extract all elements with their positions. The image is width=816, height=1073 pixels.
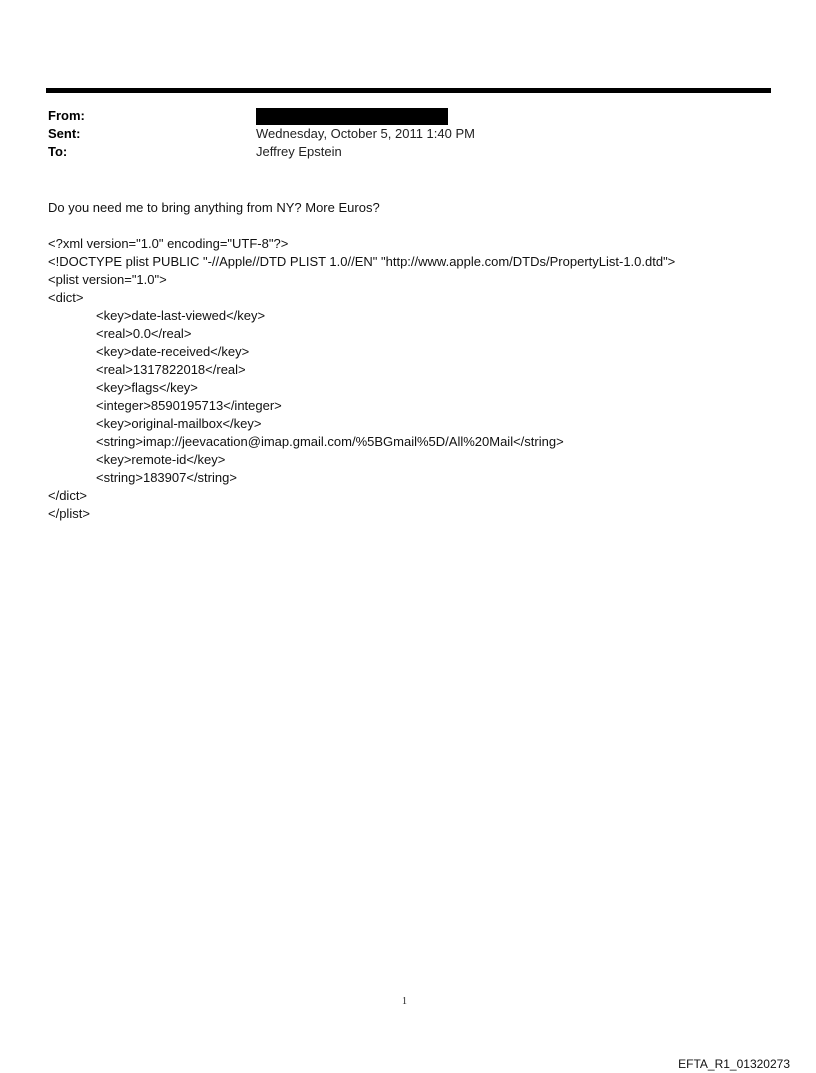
message-text: Do you need me to bring anything from NY? More Euros? xyxy=(48,200,380,215)
sent-label: Sent: xyxy=(48,126,81,141)
plist-block xyxy=(48,235,778,523)
plist-line: <?xml version="1.0" encoding="UTF-8"?> xyxy=(48,236,289,251)
page-number: 1 xyxy=(402,996,407,1007)
plist-line: <dict> xyxy=(48,290,84,305)
from-row xyxy=(48,107,768,125)
blank-line xyxy=(48,217,778,235)
to-label: To: xyxy=(48,144,68,159)
plist-line: <real>0.0</real> xyxy=(96,326,192,341)
header-rule xyxy=(46,88,771,93)
to-row xyxy=(48,143,768,161)
plist-line: <key>date-received</key> xyxy=(96,344,250,359)
to-value: Jeffrey Epstein xyxy=(256,144,342,159)
plist-line: <key>original-mailbox</key> xyxy=(96,416,262,431)
plist-line: <string>183907</string> xyxy=(96,470,237,485)
sent-row xyxy=(48,125,768,143)
email-body xyxy=(48,199,778,523)
document-id: EFTA_R1_01320273 xyxy=(678,1057,790,1071)
plist-line: <key>flags</key> xyxy=(96,380,198,395)
plist-line: <key>remote-id</key> xyxy=(96,452,226,467)
plist-line: <key>date-last-viewed</key> xyxy=(96,308,266,323)
plist-line: <plist version="1.0"> xyxy=(48,272,167,287)
plist-line: </plist> xyxy=(48,506,90,521)
plist-line: </dict> xyxy=(48,488,88,503)
sent-value: Wednesday, October 5, 2011 1:40 PM xyxy=(256,126,475,141)
redacted-sender-block xyxy=(256,108,448,125)
plist-line: <integer>8590195713</integer> xyxy=(96,398,282,413)
plist-line: <string>imap://jeevacation@imap.gmail.com/%5BGmail%5D/All%20Mail</string> xyxy=(96,434,564,449)
plist-line: <!DOCTYPE plist PUBLIC "-//Apple//DTD PLIST 1.0//EN" "http://www.apple.com/DTDs/PropertyList-1.0.dtd"> xyxy=(48,254,676,269)
from-label: From: xyxy=(48,108,85,123)
plist-line: <real>1317822018</real> xyxy=(96,362,246,377)
